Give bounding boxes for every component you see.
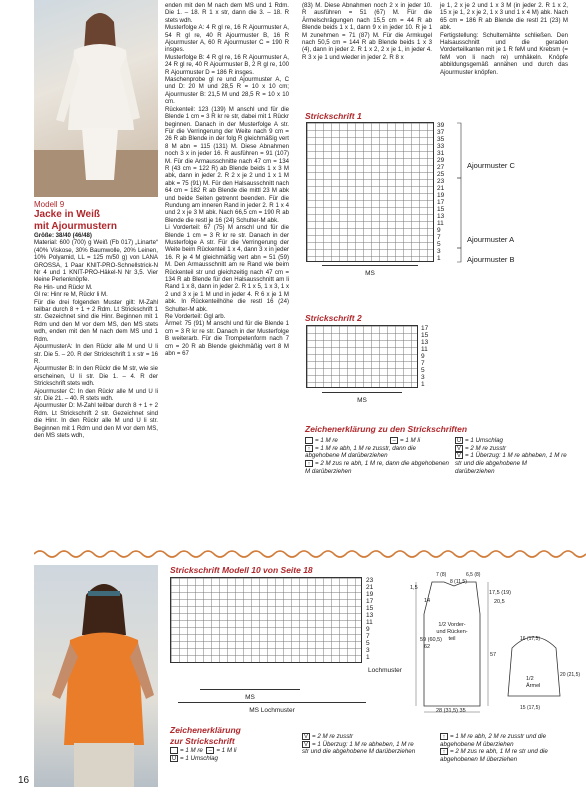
- legend-item: V = 1 Überzug: 1 M re abheben, 1 M re str und die abgehobene M darüberziehen: [455, 452, 567, 475]
- row-number: 19: [366, 591, 374, 598]
- schem-left-d: 62: [424, 644, 431, 650]
- legend-item: U = 1 Umschlag: [172, 754, 219, 762]
- legend-item: ↑ = 2 M zus re abh, 1 M re str und die abgehobenen M überziehen: [440, 748, 548, 764]
- chart3-ms-lochmuster-marker: [178, 702, 366, 721]
- chart3-grid: [170, 577, 362, 663]
- row-number: 1: [437, 255, 441, 262]
- instructions-col4: [440, 2, 568, 76]
- row-number: 39: [437, 122, 445, 129]
- center-decrease-icon: ↑: [440, 748, 448, 755]
- legend-item: ↑ = 1 M re abh, 1 M re zusstr, dann die abgehobene M darüberziehen: [305, 444, 416, 460]
- paragraph: Musterfolge B: 4 R gl re, 16 R Ajourmuster A, 24 R gl re, 40 R Ajourmuster B, 2 R gl re, 100 R Ajourmuster D = 186 R insges.: [165, 53, 289, 76]
- chart3-title: Strickschrift Modell 10 von Seite 18: [170, 565, 313, 575]
- legend-item: ↑ = 1 M re abh, 2 M re zusstr und die abgehobene M überziehen: [440, 733, 547, 748]
- chart3-row-numbers: [366, 577, 386, 661]
- row-number: 9: [366, 626, 370, 633]
- row-number: 3: [437, 248, 441, 255]
- paragraph: enden mit den M nach dem MS und 1 Rdm. Die 1. – 18. R 1 x str, dann die 3. – 18. R stets wdh.: [165, 2, 289, 24]
- legend2-title-2: zur Strickschrift: [170, 736, 235, 746]
- paragraph: Li Vorderteil: 67 (75) M anschl und für die Blende 1 cm = 3 R kr re str. Danach in der Musterfolge A str. Für die Verringerung der Weite beim Rückenteil 1 x 4, dann 3 x in jeder 16. R je 4 M gleichmäßig vert abn = 51 (59) M. Den Armausschnitt am re Rand wie beim Rückenteil str und gleichzeitig nach 47 cm = 134 R ab Blende für den Halsausschnitt am li Rand 1 x 8, dann in jeder 2. R 1 x 5, 1 x 3, 1 x 2 und 3 x je 1 M und in jeder 4. R 6 x je 1 M abk. In Rückenteilhöhe die restl 16 (24) Schulter-M abk.: [165, 224, 289, 313]
- schem-left-c: 59 (60,5): [420, 637, 443, 643]
- legend-col-c: [455, 437, 567, 475]
- chart1-row-numbers: [437, 122, 457, 262]
- row-number: 21: [366, 584, 374, 591]
- k2tog-icon: V: [302, 733, 310, 740]
- chart2-title: Strickschrift 2: [305, 313, 362, 323]
- row-number: 11: [437, 220, 444, 227]
- k2tog-icon: V: [455, 445, 463, 452]
- model-10-photo: [34, 565, 158, 787]
- woman-orange-top-illustration: [34, 565, 158, 787]
- row-number: 3: [366, 647, 370, 654]
- chart2-ms-marker: [322, 392, 402, 411]
- paragraph: Für die drei folgenden Muster gilt: M-Zahl teilbar durch 8 + 1 + 2 Rdm. Lt Strickschrift 1 str. Gezeichnet sind die Hinr. Beginnen mit 1 Rdm und den M vor dem MS, den MS stets wdh, enden mit den M nach dem MS und 1 Rdm.: [34, 298, 158, 343]
- row-number: 33: [437, 143, 445, 150]
- row-number: 17: [421, 325, 429, 332]
- row-number: 9: [421, 353, 425, 360]
- schem-right-a: 17,5 (19): [489, 590, 512, 596]
- row-number: 5: [366, 640, 370, 647]
- row-number: 17: [366, 598, 374, 605]
- row-number: 23: [366, 577, 374, 584]
- paragraph: Material: 600 (700) g Weiß (Fb 017) „Linarte“ (40% Viskose, 30% Baumwolle, 20% Leinen, 10% Polyamid, LL = 125 m/50 g) von LANA GROSSA, 1 Paar KNIT-PRO-Schnellstrick-N Nr 4 und 1 KNIT-PRO-Häkel-N Nr 3,5. Vier kleine Perlenknöpfe.: [34, 239, 158, 284]
- paragraph: Musterfolge A: 4 R gl re, 16 R Ajourmuster A, 54 R gl re, 40 R Ajourmuster B, 16 R Ajourmuster A, 60 R Ajourmuster C = 190 R insges.: [165, 24, 289, 54]
- paragraph: (83) M. Diese Abnahmen noch 2 x in jeder 10. R ausführen = 51 (67) M. Für die Ärmelschrägungen nach 15,5 cm = 44 R ab Blende beids 1 x 1, dann 9 x in jeder 10. R je 1 M zunehmen = 71 (87) M. Für die Armkugel nach 50,5 cm = 144 R ab Blende beids 1 x 3 (4), dann in jeder 2. R 1 x 2, 2 x je 1, in jeder 4. R 3 x je 1 und wieder in jeder 2. R 8 x: [302, 2, 432, 61]
- schem-top-a: 7 (8): [436, 572, 447, 578]
- legend-title: Zeichenerklärung zu den Strickschriften: [305, 424, 468, 434]
- row-number: 11: [366, 619, 373, 626]
- double-decrease-icon: ↑: [305, 460, 313, 467]
- chart1-brackets: [455, 122, 467, 264]
- ms-label: MS: [245, 694, 255, 701]
- legend-item: – = 1 M li: [390, 437, 450, 445]
- row-number: 25: [437, 171, 445, 178]
- paragraph: Größe: 38/40 (46/48): [34, 232, 92, 239]
- paragraph: Maschenprobe gl re und Ajourmuster A, C und D: 20 M und 28,5 R = 10 x 10 cm; Ajourmuster B: 21,5 M und 28,5 R = 10 x 10 cm.: [165, 76, 289, 106]
- paragraph: Gl re: Hinr re M, Rückr li M.: [34, 291, 108, 299]
- row-number: 7: [366, 633, 370, 640]
- schem-left-b: 14: [424, 598, 431, 604]
- row-number: 29: [437, 157, 445, 164]
- paragraph: Rückenteil: 123 (139) M anschl und für die Blende 1 cm = 3 R kr re str, dabei mit 1 Rückr beginnen. Danach in der Musterfolge A str. Für die Verringerung der Weite nach 9 cm = 26 R ab Blende in der folg R gleichmäßig vert 8 M abn = 115 (131) M. Diese Abnahmen noch 3 x in jeder 16. R ausführen = 91 (107) M. Für die Armausschnitte nach 47 cm = 134 R (43 cm = 122 R) ab Blende beids 1 x 3 M abk, dann in jeder 2. R 2 x je 2 und 1 x 1 M abk = 75 (91) M. Für den Halsausschnitt nach 64 cm = 182 R ab Blende die mittl 23 M abk und beide Seiten getrennt beenden. Für die Rundung am inneren Rand in jeder 2. R 1 x 4 und 2 x je 3 M abk. Nach 66,5 cm = 190 R ab Blende die restl je 16 (24) Schulter-M abk.: [165, 105, 289, 224]
- row-number: 9: [437, 227, 441, 234]
- row-number: 1: [421, 381, 425, 388]
- chart2-row-numbers: [421, 325, 441, 388]
- schem-left-a: 1,5: [410, 585, 418, 591]
- ms-label: MS: [357, 397, 367, 404]
- ms-label: MS: [365, 270, 375, 277]
- purl-icon: –: [390, 437, 398, 444]
- chart1-label-c: Ajourmuster C: [467, 161, 515, 170]
- row-number: 19: [437, 192, 445, 199]
- paragraph: Re Hin- und Rückr M.: [34, 283, 93, 291]
- schem-right-c: 57: [490, 652, 497, 658]
- schem-bottom: 28 (31,5) 35: [436, 708, 466, 714]
- row-number: 5: [437, 241, 441, 248]
- row-number: 21: [437, 185, 445, 192]
- arrow-decrease-icon: ↑: [305, 445, 313, 452]
- paragraph: AjourmusterA: In den Rückr alle M und U li str. Die 5. – 20. R der Strickschrift 1 x str = 16 R.: [34, 343, 158, 365]
- chart1-title: Strickschrift 1: [305, 111, 362, 121]
- row-number: 15: [421, 332, 429, 339]
- paragraph: Ajourmuster B: In den Rückr die M str, wie sie erscheinen, U li str. Die 1. – 4. R der Strickschrift stets wdh.: [34, 365, 158, 388]
- schem-sleeve-top: 16 (17,5): [520, 636, 541, 642]
- row-number: 11: [421, 346, 428, 353]
- paragraph: Re Vorderteil: Ggl arb.: [165, 313, 226, 321]
- legend-col-b: [390, 437, 450, 445]
- legend-item: V = 2 M re zusstr: [302, 733, 422, 741]
- legend-item: = 1 M re – = 1 M li: [170, 747, 280, 755]
- model-title-line1: Jacke in Weiß: [34, 209, 100, 220]
- yarn-over-icon: U: [455, 437, 463, 444]
- legend2-title-1: Zeichenerklärung: [170, 725, 241, 735]
- paragraph: Fertigstellung: Schulternähte schließen. Den Halsausschnitt und die geraden Vorderteilkanten mit je 1 R feM und Krebsm (= feM von li nach re) umhäkeln. Knöpfe abbildungsgemäß annähen und durch das Ajourmuster knöpfen.: [440, 31, 568, 76]
- schem-center: 1/2 Vorder- und Rücken- teil: [436, 622, 468, 642]
- schem-right-b: 20,5: [494, 599, 505, 605]
- row-number: 13: [366, 612, 374, 619]
- schem-sleeve-label: 1/2 Ärmel: [526, 676, 541, 689]
- purl-icon: –: [206, 747, 214, 754]
- schem-sleeve-d: 20 (21,5): [560, 672, 581, 678]
- legend2-col3: [440, 733, 575, 764]
- row-number: 13: [437, 213, 445, 220]
- row-number: 7: [421, 360, 425, 367]
- model-title-line2: mit Ajourmustern: [34, 220, 117, 232]
- schem-top-b: 8 (11,5): [450, 579, 467, 585]
- instructions-col3: [302, 2, 432, 61]
- paragraph: Ärmel: 75 (91) M anschl und für die Blende 1 cm = 3 R kr re str. Danach in der Musterfolge B weiterarb. Für die Trompetenform nach 7 cm = 20 R ab Blende gleichmäßig vert 8 M abn = 67: [165, 320, 289, 358]
- row-number: 15: [437, 206, 445, 213]
- row-number: 31: [437, 150, 445, 157]
- legend-item: V = 2 M re zusstr: [455, 445, 567, 453]
- row-number: 13: [421, 339, 429, 346]
- paragraph: Ajourmuster D: M-Zahl teilbar durch 8 + 1 + 2 Rdm. Lt Strickschrift 2 str. Gezeichnet sind die Hinr. In den Rückr alle M und U li str. Beginnen mit 1 Rdm und den M vor dem MS, den MS stets wdh,: [34, 402, 158, 439]
- woman-jacket-illustration: [34, 0, 158, 197]
- model-number: Modell 9: [34, 200, 65, 209]
- skp-icon: V: [455, 452, 463, 459]
- row-number: 27: [437, 164, 445, 171]
- instructions-col1: [34, 232, 158, 439]
- knit-icon: [170, 747, 178, 754]
- row-number: 15: [366, 605, 374, 612]
- chart1-grid: [306, 122, 434, 262]
- chart1-ms-marker: [322, 265, 418, 284]
- skp-icon: V: [302, 741, 310, 748]
- chart2-grid: [306, 325, 418, 388]
- row-number: 23: [437, 178, 445, 185]
- row-number: 35: [437, 136, 445, 143]
- row-number: 17: [437, 199, 445, 206]
- ms-lochmuster-label: MS Lochmuster: [249, 707, 295, 714]
- instructions-col2: [165, 2, 289, 358]
- legend-item: = 1 M re: [305, 437, 450, 445]
- row-number: 7: [437, 234, 441, 241]
- legend-item: U = 1 Umschlag: [457, 437, 504, 445]
- page-number: 16: [18, 775, 30, 786]
- double-decrease-icon: ↑: [440, 733, 448, 740]
- chart1-label-a: Ajourmuster A: [467, 235, 515, 244]
- row-number: 5: [421, 367, 425, 374]
- legend-item: V = 1 Überzug: 1 M re abheben, 1 M re str und die abgehobene M darüberziehen: [302, 740, 416, 756]
- lochmuster-label: Lochmuster: [368, 667, 402, 674]
- row-number: 3: [421, 374, 425, 381]
- paragraph: je 1, 2 x je 2 und 1 x 3 M (in jeder 2. R 1 x 2, 15 x je 1, 2 x je 2, 1 x 3 und 1 x 4 M) abk. Nach 65 cm = 186 R ab Blende die restl 21 (23) M abk.: [440, 2, 568, 32]
- chart1-label-b: Ajourmuster B: [467, 255, 515, 264]
- yarn-over-icon: U: [170, 755, 178, 762]
- wavy-divider: [34, 548, 586, 560]
- schem-sleeve-bottom: 15 (17,5): [520, 705, 541, 711]
- model-9-photo: [34, 0, 158, 197]
- schem-top-c: 6,5 (8): [466, 572, 481, 578]
- paragraph: Ajourmuster C: In den Rückr alle M und U li str. Die 21. – 40. R stets wdh.: [34, 387, 158, 402]
- knit-icon: [305, 437, 313, 444]
- legend2-col2: [302, 733, 422, 756]
- row-number: 1: [366, 654, 370, 661]
- legend2-col1: [170, 747, 280, 762]
- legend-item: ↑ = 2 M zus re abh, 1 M re, dann die abgehobenen M darüberziehen: [305, 460, 449, 475]
- row-number: 37: [437, 129, 445, 136]
